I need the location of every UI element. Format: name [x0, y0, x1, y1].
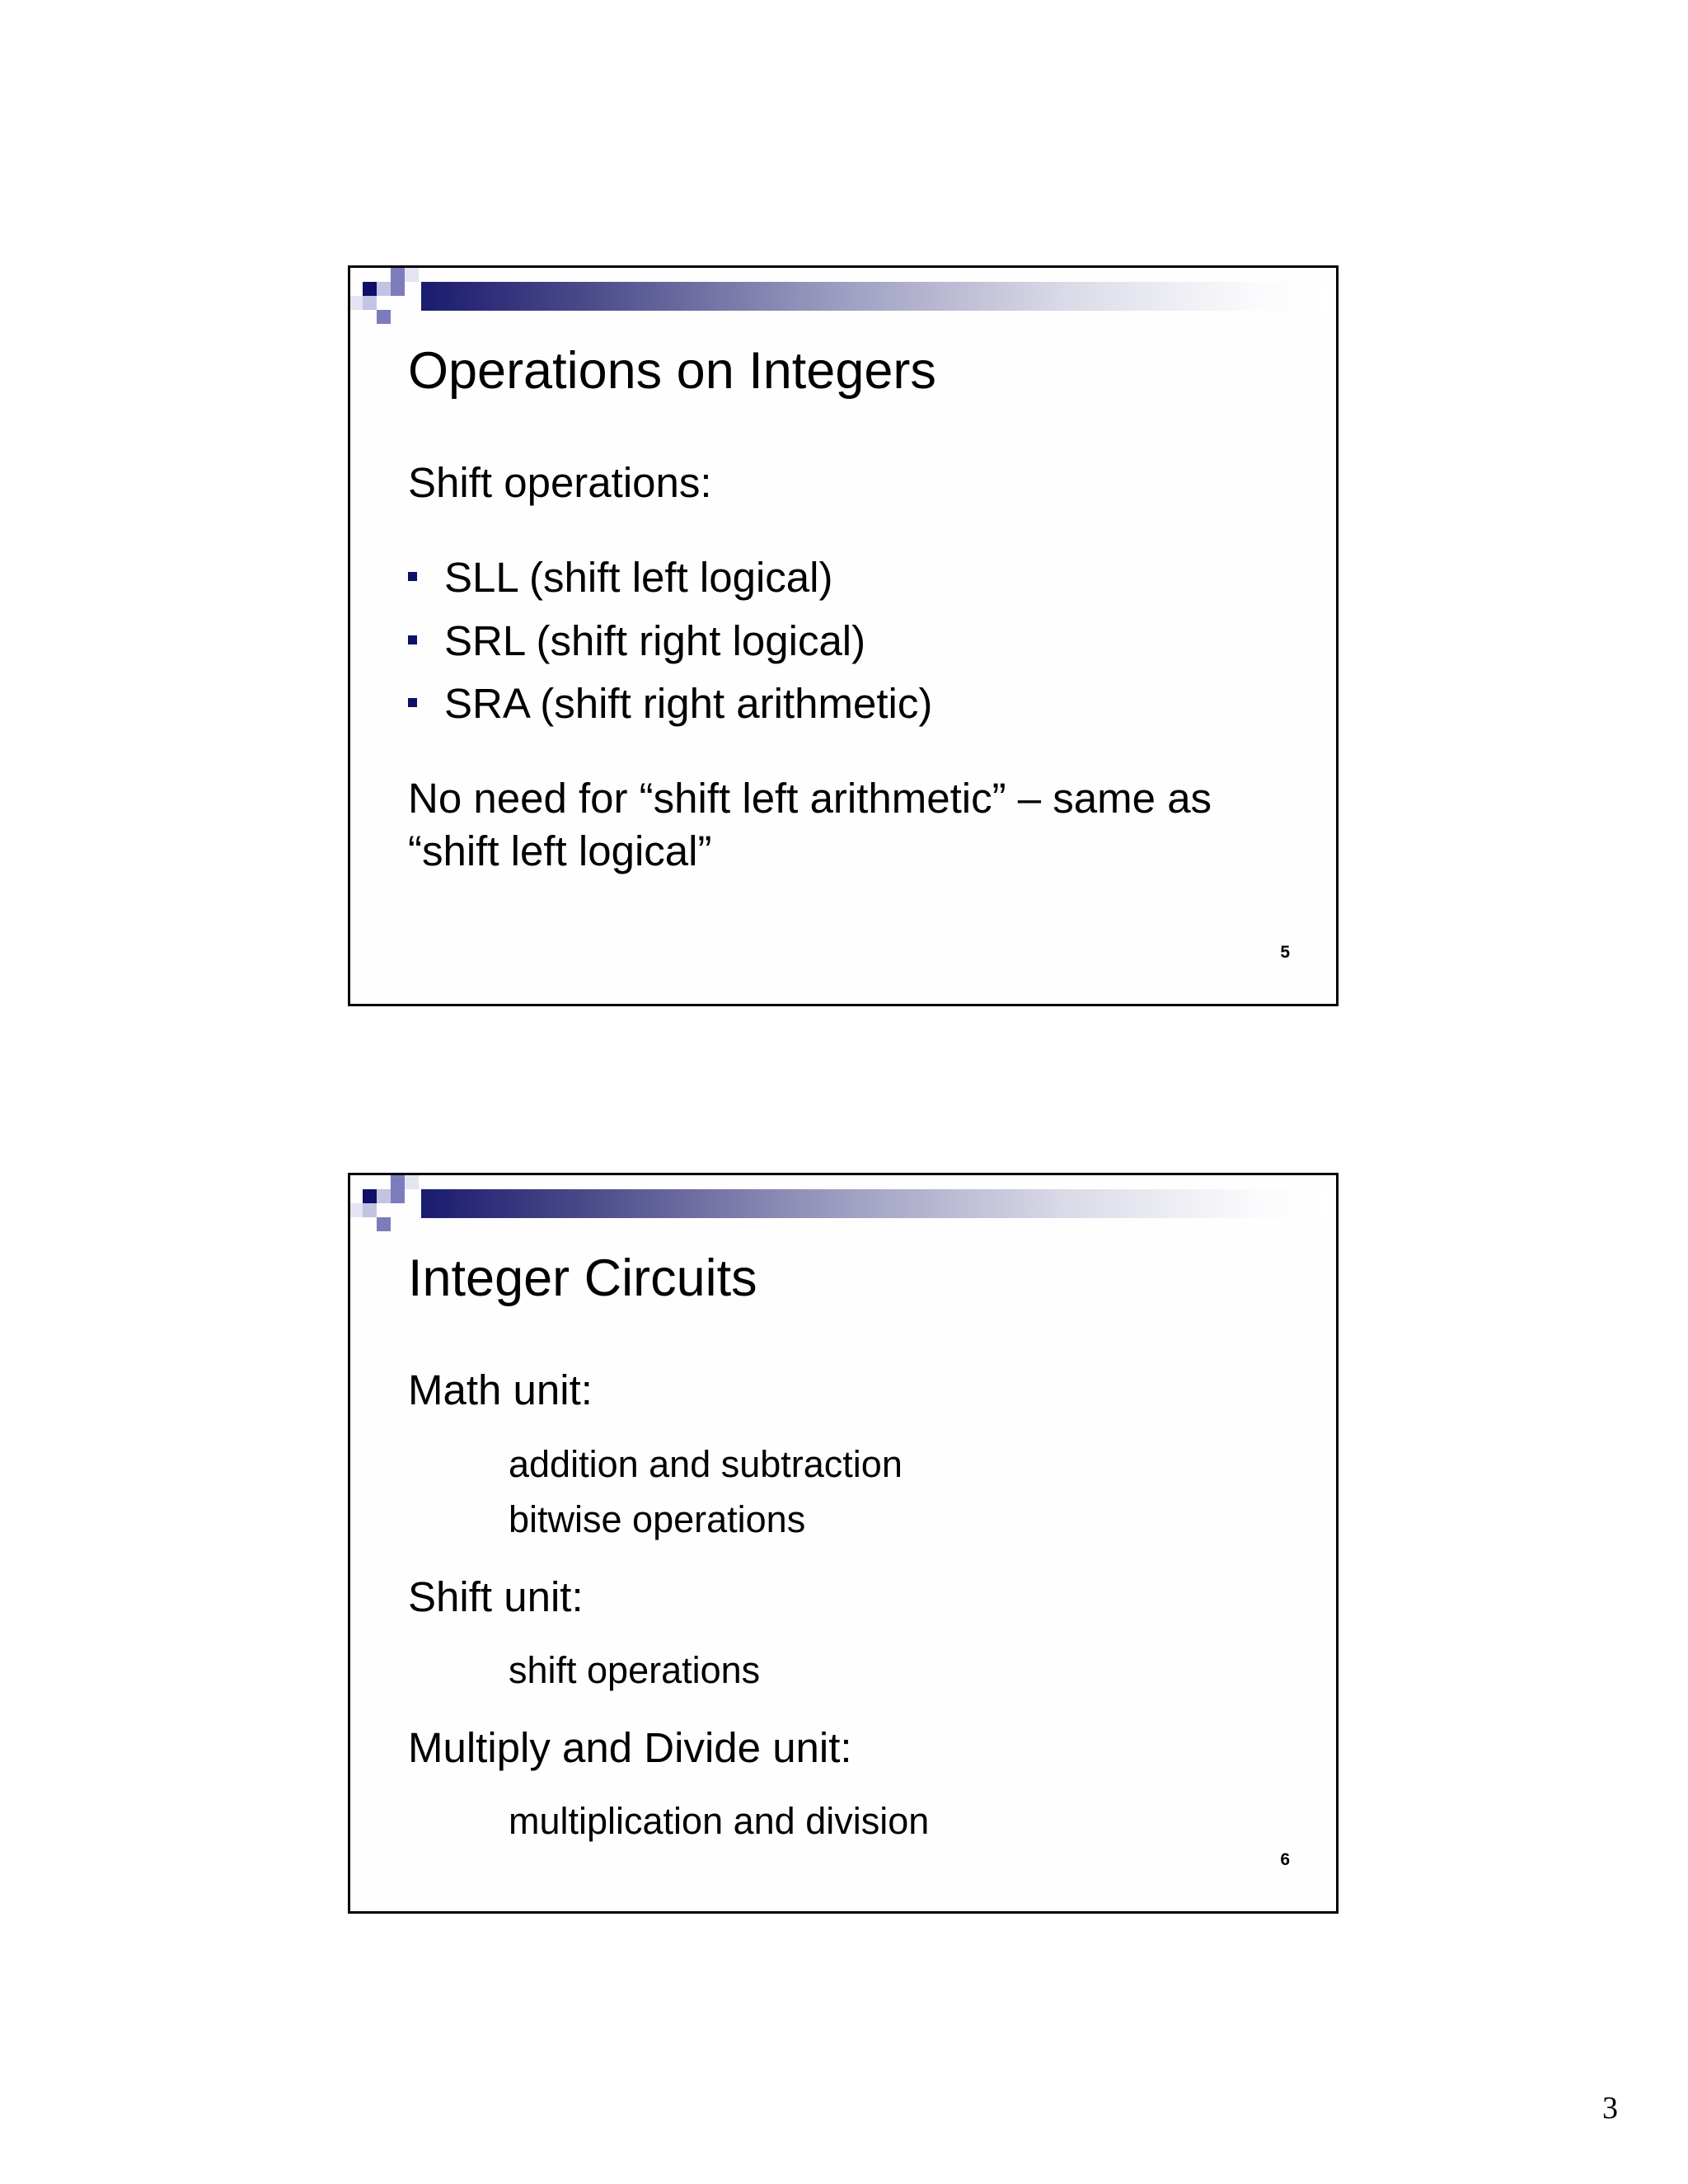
slide-number: 6: [1280, 1850, 1290, 1869]
slide-title: Integer Circuits: [408, 1249, 757, 1307]
page-number: 3: [1602, 2091, 1618, 2125]
slide-number: 5: [1280, 943, 1290, 962]
section-item: multiplication and division: [509, 1800, 930, 1842]
slide-note-line: No need for “shift left arithmetic” – same as: [408, 775, 1212, 822]
section-item: shift operations: [509, 1649, 761, 1691]
section-heading: Math unit:: [408, 1366, 593, 1413]
title-gradient-bar: [421, 282, 1328, 311]
section-heading: Multiply and Divide unit:: [408, 1724, 852, 1771]
bullet-square-icon: [408, 698, 417, 707]
title-gradient-bar: [421, 1189, 1328, 1218]
slide-operations-on-integers: Operations on Integers Shift operations: SLL (shift left logical) SRL (shift right logical) SRA (shift right arithmetic) No need for “shift left arithmetic” – same as “shift left logical” 5: [348, 265, 1339, 1006]
slide-logo-squares: [350, 1175, 433, 1241]
slide-note-line: “shift left logical”: [408, 827, 712, 874]
slide-subtitle: Shift operations:: [408, 459, 712, 506]
section-heading: Shift unit:: [408, 1573, 584, 1620]
slide-integer-circuits: [348, 1173, 1339, 1914]
bullet-square-icon: [408, 572, 417, 581]
section-item: addition and subtraction: [509, 1443, 903, 1485]
section-item: bitwise operations: [509, 1498, 806, 1540]
slide-title: Operations on Integers: [408, 342, 936, 400]
bullet-square-icon: [408, 635, 417, 644]
slide-logo-squares: [350, 268, 433, 334]
